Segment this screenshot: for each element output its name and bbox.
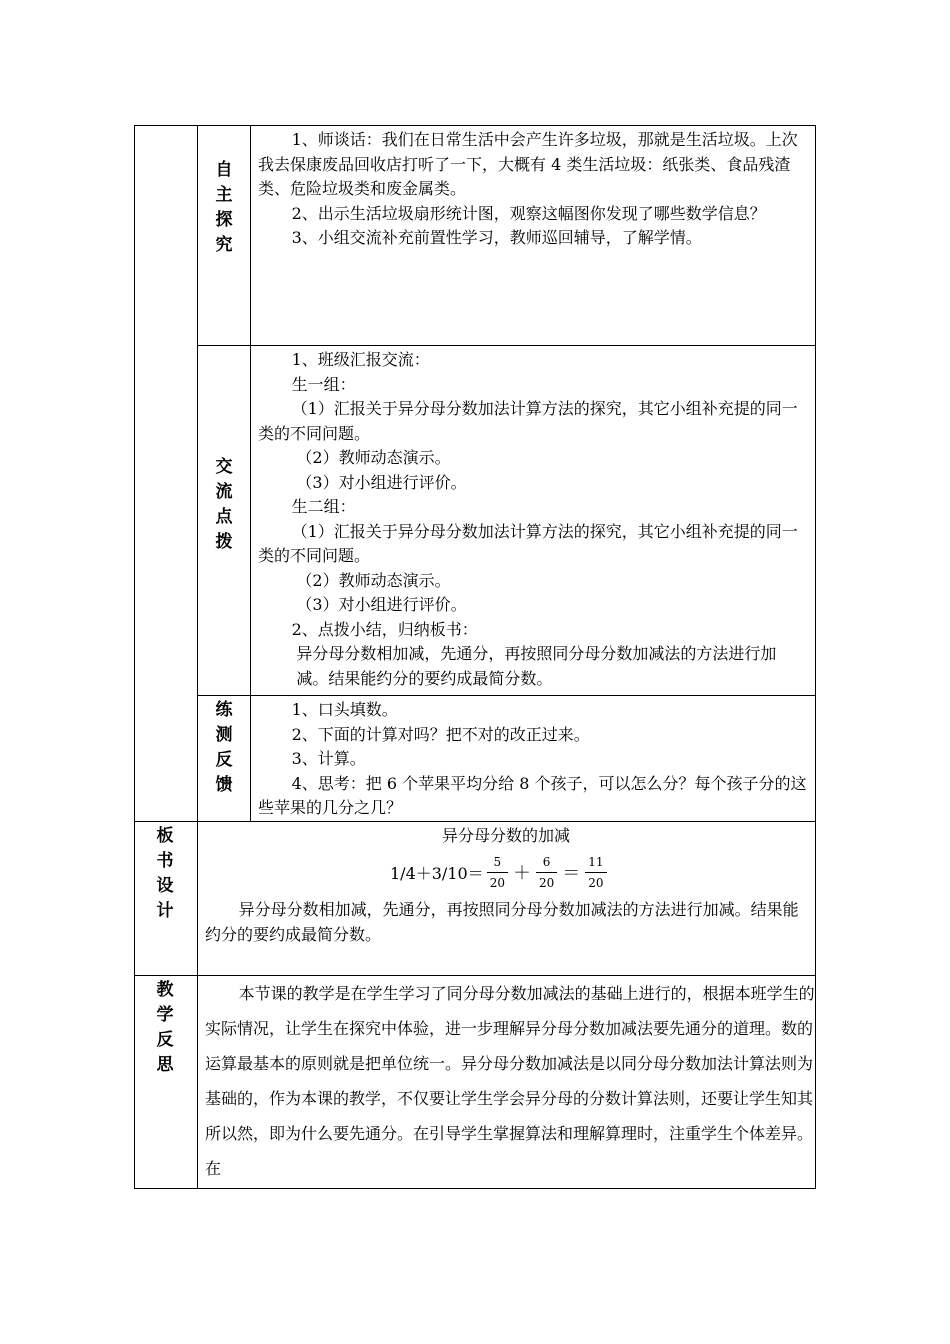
fraction-denominator: 20 [489,875,505,890]
section-body-lianxi [258,698,808,821]
text-line: 生二组： [291,497,356,516]
section-body-jiaoliu [258,348,808,691]
table-border-right [815,125,816,1189]
text-line: （1）汇报关于异分母分数加法计算方法的探究，其它小组补充提的同一类的不同问题。 [258,521,798,565]
fraction-bar [487,872,508,873]
text-line: （2）教师动态演示。 [296,570,451,590]
fraction-numerator: 11 [588,854,604,869]
text-line: （3）对小组进行评价。 [296,472,467,492]
text-line: 生一组： [291,374,356,394]
section-label-zizhu: 自主探究 [215,160,233,255]
fraction [487,855,508,890]
fraction [585,855,606,890]
table-divider [197,695,816,696]
text-line: （3）对小组进行评价。 [296,595,467,614]
text-line: 2、下面的计算对吗？把不对的改正过来。 [291,724,590,744]
table-divider [197,345,816,346]
plus-sign: ＋ [512,863,531,884]
table-border-bottom [134,1188,816,1189]
reflection-body [205,976,815,1186]
section-label-fansi: 教学反思 [156,980,174,1075]
text-line: 异分母分数相加减，先通分，再按照同分母分数加减法的方法进行加减。结果能约分的要约成最简分数。 [205,900,799,944]
fraction-numerator: 6 [542,854,551,869]
text-line: 2、出示生活垃圾扇形统计图，观察这幅图你发现了哪些数学信息？ [291,203,766,223]
table-border-top [134,125,816,126]
section-body-zizhu [258,128,808,251]
text-line: 1、师谈话：我们在日常生活中会产生许多垃圾，那就是生活垃圾。上次我去保康废品回收店打听了一下，大概有 4 类生活垃圾：纸张类、食品残渣类、危险垃圾类和废金属类。 [258,130,798,198]
equals-sign: ＝ [562,863,581,884]
fraction-denominator: 20 [588,875,604,890]
fraction-bar [585,872,606,873]
fraction [536,855,557,890]
text-line: 异分母分数相加减，先通分，再按照同分母分数加减法的方法进行加减。结果能约分的要约成最简分数。 [296,644,777,688]
board-summary [205,897,809,947]
board-formula [390,850,610,894]
table-divider [134,821,816,822]
text-line: 3、小组交流补充前置性学习，教师巡回辅导，了解学情。 [291,228,702,247]
text-line: 3、计算。 [291,749,366,768]
fraction-denominator: 20 [538,875,555,890]
formula-prefix: 1/4＋3/10＝ [390,863,484,883]
text-line: （1）汇报关于异分母分数加法计算方法的探究，其它小组补充提的同一类的不同问题。 [258,399,798,443]
text-line: 2、点拨小结，归纳板书： [291,619,478,639]
section-label-lianxi: 练测反馈 [215,700,233,795]
text-line: 4、思考：把 6 个苹果平均分给 8 个孩子，可以怎么分？每个孩子分的这些苹果的几分之几？ [258,773,807,817]
fraction-bar [536,872,557,873]
table-column-divider [197,125,198,1189]
text-line: （2）教师动态演示。 [296,448,451,467]
board-title: 异分母分数的加减 [441,826,570,845]
text-line: 1、口头填数。 [291,700,398,719]
text-line: 1、班级汇报交流： [291,350,430,369]
section-label-banshu: 板书设计 [156,826,174,921]
fraction-numerator: 5 [493,854,502,869]
section-label-jiaoliu: 交流点拨 [215,457,233,552]
table-column-divider [250,125,251,822]
text-paragraph: 本节课的教学是在学生学习了同分母分数加减法的基础上进行的，根据本班学生的实际情况，让学生在探究中体验，进一步理解异分母分数加减法要先通分的道理。数的运算最基本的原则就是把单位统一。异分母分数加减法是以同分母分数加法计算法则为基础的，作为本课的教学，不仅要让学生学会异分母的分数计算法则，还要让学生知其所以然，即为什么要先通分。在引导学生掌握算法和理解算理时，注重学生个体差异。在 [205,984,815,1178]
table-border-left [134,125,135,1189]
